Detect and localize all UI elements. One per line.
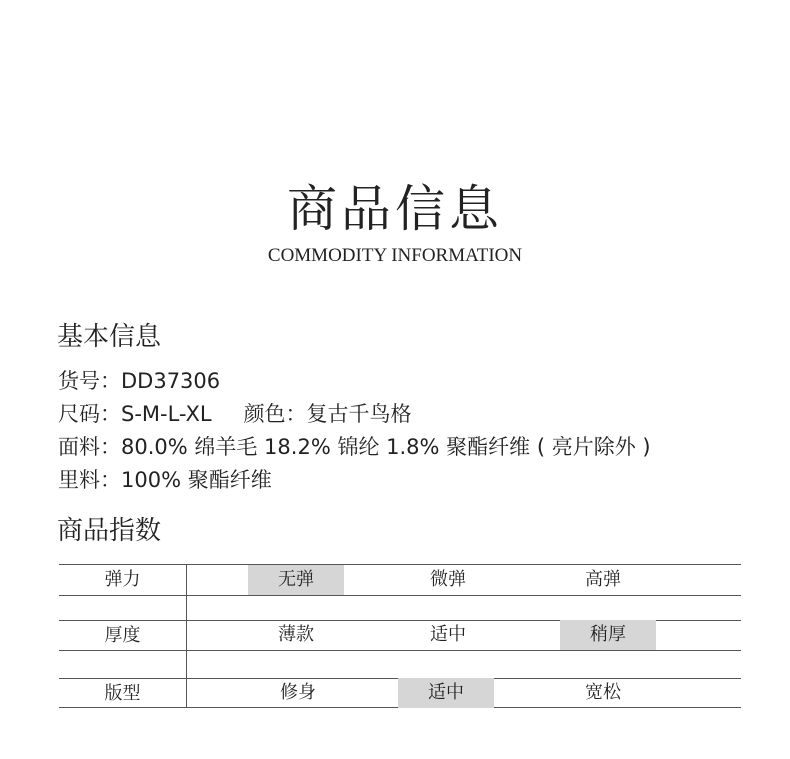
table-divider (59, 595, 741, 596)
fit-option: 适中 (398, 678, 494, 708)
fabric-text: 面料：80.0% 绵羊毛 18.2% 锦纶 1.8% 聚酯纤维 ( 亮片除外 ) (58, 435, 651, 459)
fit-option: 宽松 (585, 682, 621, 703)
page-title: 商品信息 (287, 180, 503, 238)
size-text: 尺码：S-M-L-XL (58, 402, 212, 426)
page-subtitle: COMMODITY INFORMATION (267, 245, 523, 266)
thickness-option: 薄款 (278, 624, 314, 645)
indices-heading: 商品指数 (57, 516, 162, 546)
basic-info-heading: 基本信息 (57, 322, 162, 352)
elasticity-option: 无弹 (248, 565, 344, 595)
row-label-elasticity: 弹力 (104, 569, 141, 590)
thickness-option: 适中 (430, 624, 466, 645)
row-label-fit: 版型 (104, 683, 141, 704)
lining-text: 里料：100% 聚酯纤维 (58, 468, 272, 492)
fit-option: 修身 (280, 682, 316, 703)
row-label-thickness: 厚度 (104, 625, 141, 646)
color-text: 颜色：复古千鸟格 (243, 402, 412, 426)
size-color-line (58, 399, 412, 429)
item-number: 货号：DD37306 (58, 369, 221, 393)
product-index-table (59, 564, 741, 708)
table-column-divider (186, 564, 187, 708)
thickness-option: 稍厚 (560, 620, 656, 650)
elasticity-option: 高弹 (585, 569, 621, 590)
elasticity-option: 微弹 (430, 569, 466, 590)
